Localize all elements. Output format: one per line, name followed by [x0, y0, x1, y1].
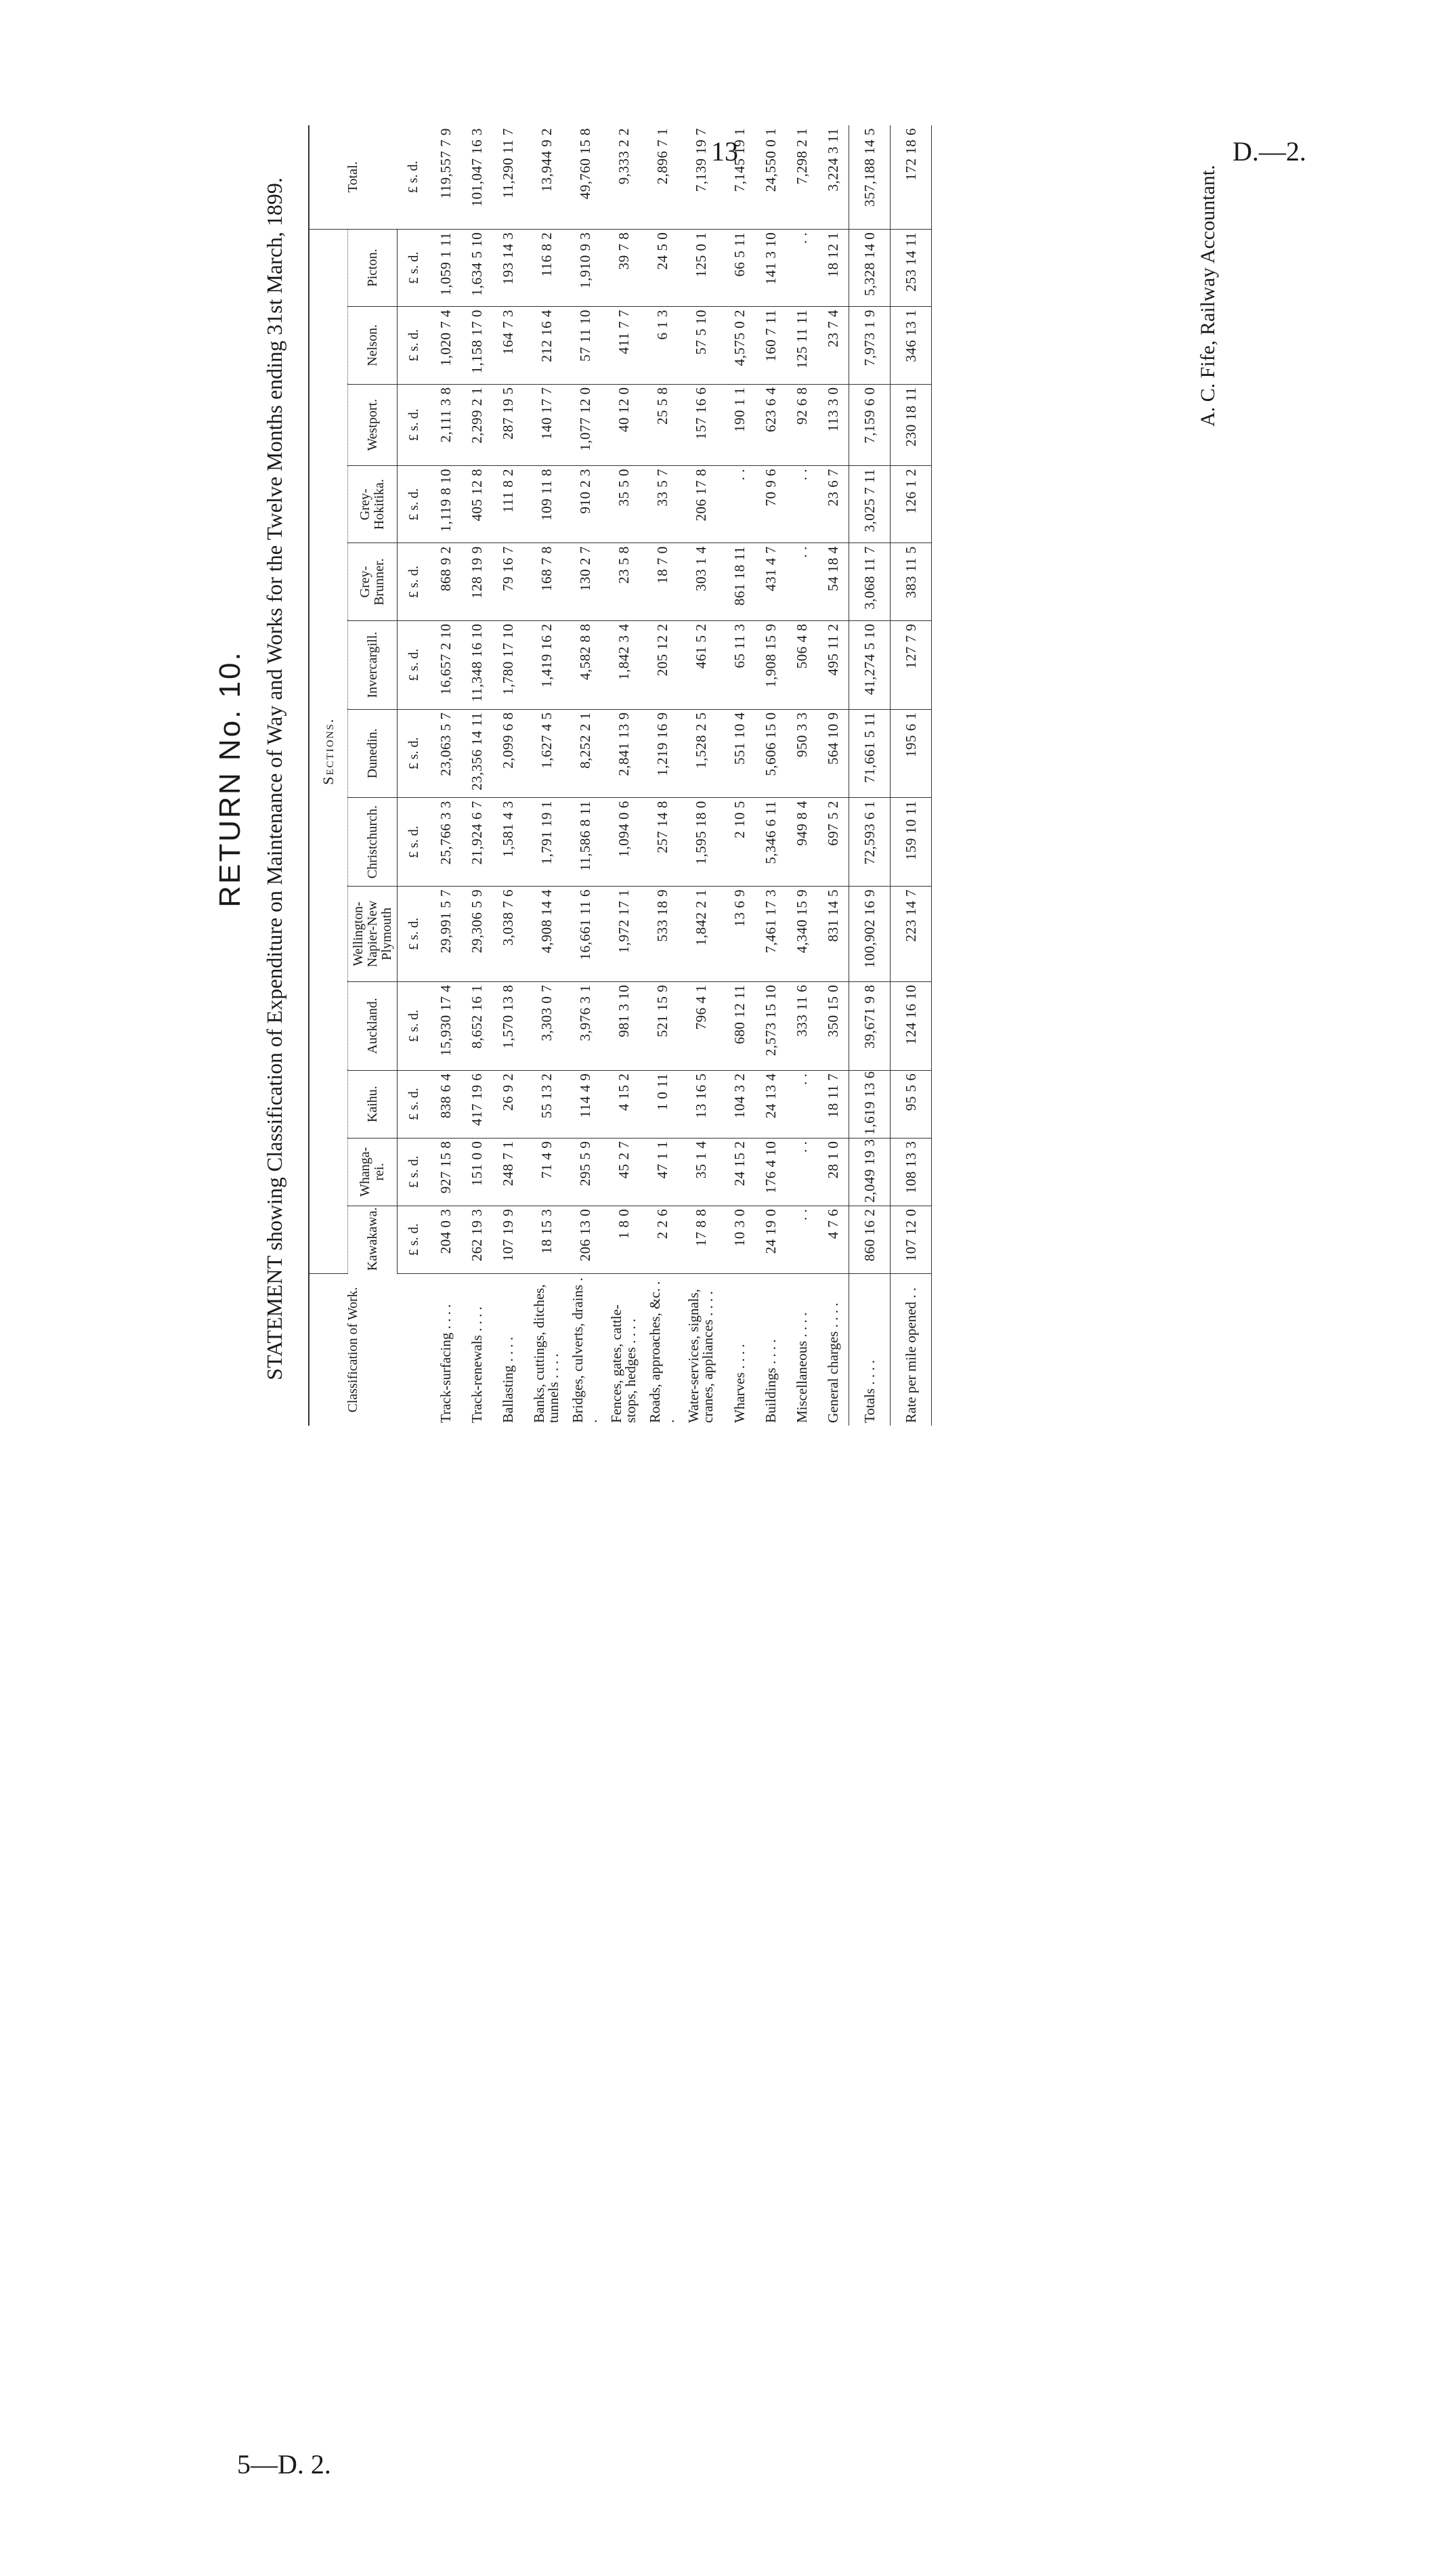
table-cell: 23,063 5 7	[430, 709, 461, 798]
table-cell: 128 19 9	[461, 543, 492, 620]
table-cell: 107 12 0	[891, 1206, 932, 1273]
table-cell: 190 1 1	[724, 384, 755, 466]
units-cell: £ s. d.	[398, 981, 431, 1070]
table-cell: 1,158 17 0	[461, 307, 492, 384]
table-cell: 1,634 5 10	[461, 229, 492, 306]
table-cell: 680 12 11	[724, 981, 755, 1070]
table-cell: 55 13 2	[523, 1070, 570, 1138]
table-cell: 159 10 11	[891, 798, 932, 887]
table-cell: 151 0 0	[461, 1138, 492, 1206]
table-cell: 65 11 3	[724, 620, 755, 709]
table-cell: 697 5 2	[817, 798, 849, 887]
units-cell: £ s. d.	[398, 1138, 431, 1206]
table-cell: 346 13 1	[891, 307, 932, 384]
table-cell: 1,581 4 3	[492, 798, 523, 887]
table-cell: 1,059 1 11	[430, 229, 461, 306]
table-cell: 1,094 0 6	[601, 798, 647, 887]
table-cell: 223 14 7	[891, 886, 932, 981]
table-cell: 70 9 6	[755, 466, 786, 543]
table-row	[492, 125, 523, 1426]
table-cell: 2,841 13 9	[601, 709, 647, 798]
table-cell: 2,896 7 1	[647, 125, 678, 229]
table-cell: 831 14 5	[817, 886, 849, 981]
row-label: Track-renewals . . . .	[468, 1306, 485, 1423]
table-cell: 838 6 4	[430, 1070, 461, 1138]
units-cell: £ s. d.	[398, 1070, 431, 1138]
table-row	[647, 125, 678, 1426]
table-cell: 79 16 7	[492, 543, 523, 620]
return-title: RETURN No. 10.	[213, 650, 247, 908]
column-header: Picton.	[348, 229, 398, 306]
table-cell: 3,303 0 7	[523, 981, 570, 1070]
table-cell: 8,252 2 1	[570, 709, 601, 798]
table-cell: 206 17 8	[678, 466, 724, 543]
table-cell: 141 3 10	[755, 229, 786, 306]
table-cell: . .	[786, 543, 817, 620]
table-cell: 623 6 4	[755, 384, 786, 466]
table-cell: 3,025 7 11	[849, 466, 891, 543]
units-cell: £ s. d.	[398, 1206, 431, 1273]
table-cell: 17 8 8	[678, 1206, 724, 1273]
table-cell: 417 19 6	[461, 1070, 492, 1138]
table-cell: 101,047 16 3	[461, 125, 492, 229]
table-cell: 1,528 2 5	[678, 709, 724, 798]
table-cell: 1,077 12 0	[570, 384, 601, 466]
table-cell: 405 12 8	[461, 466, 492, 543]
table-cell: 7,139 19 7	[678, 125, 724, 229]
table-cell: 3,068 11 7	[849, 543, 891, 620]
table-cell: 11,348 16 10	[461, 620, 492, 709]
units-cell: £ s. d.	[398, 125, 431, 229]
table-cell: 66 5 11	[724, 229, 755, 306]
table-cell: 1,908 15 9	[755, 620, 786, 709]
table-cell: 107 19 9	[492, 1206, 523, 1273]
table-cell: 11,586 8 11	[570, 798, 601, 887]
table-cell: 2 10 5	[724, 798, 755, 887]
table-cell: 3,224 3 11	[817, 125, 849, 229]
table-row	[461, 125, 492, 1426]
table-cell: 39,671 9 8	[849, 981, 891, 1070]
table-cell: 204 0 3	[430, 1206, 461, 1273]
table-cell: 1,627 4 5	[523, 709, 570, 798]
row-label: Roads, approaches, &c. . .	[647, 1281, 677, 1423]
table-cell: 72,593 6 1	[849, 798, 891, 887]
table-cell: 16,657 2 10	[430, 620, 461, 709]
statement-title: STATEMENT showing Classification of Expenditure on Maintenance of Way and Works for the Twelve Months ending 31st March, 1899.	[262, 177, 286, 1380]
table-cell: 24,550 0 1	[755, 125, 786, 229]
table-cell: 29,306 5 9	[461, 886, 492, 981]
table-cell: 495 11 2	[817, 620, 849, 709]
table-cell: 861 18 11	[724, 543, 755, 620]
table-cell: 7,973 1 9	[849, 307, 891, 384]
table-cell: 125 11 11	[786, 307, 817, 384]
column-header: Christchurch.	[348, 798, 398, 887]
units-row	[398, 125, 431, 1426]
table-cell: 333 11 6	[786, 981, 817, 1070]
table-cell: 24 19 0	[755, 1206, 786, 1273]
table-cell: 114 4 9	[570, 1070, 601, 1138]
table-row	[523, 125, 570, 1426]
table-cell: 257 14 8	[647, 798, 678, 887]
column-header: Wellington-Napier-New Plymouth	[348, 886, 398, 981]
table-cell: 35 5 0	[601, 466, 647, 543]
table-row	[817, 125, 849, 1426]
table-cell: . .	[786, 1206, 817, 1273]
table-cell: 13,944 9 2	[523, 125, 570, 229]
table-cell: 4,908 14 4	[523, 886, 570, 981]
units-blank	[398, 1273, 431, 1426]
table-cell: 927 15 8	[430, 1138, 461, 1206]
table-cell: 533 18 9	[647, 886, 678, 981]
table-cell: 18 7 0	[647, 543, 678, 620]
table-cell: 111 8 2	[492, 466, 523, 543]
table-cell: 1,219 16 9	[647, 709, 678, 798]
row-label: Fences, gates, cattle-stops, hedges . . . .	[608, 1304, 639, 1423]
table-cell: 7,159 6 0	[849, 384, 891, 466]
table-cell: 383 11 5	[891, 543, 932, 620]
column-header: Auckland.	[348, 981, 398, 1070]
row-label: Ballasting . . . .	[499, 1336, 516, 1423]
table-cell: 23 7 4	[817, 307, 849, 384]
table-cell: 124 16 10	[891, 981, 932, 1070]
table-cell: 5,606 15 0	[755, 709, 786, 798]
units-cell: £ s. d.	[398, 709, 431, 798]
page-number: 13	[711, 136, 738, 167]
signature: A. C. Fife, Railway Accountant.	[1197, 165, 1219, 427]
table-cell: 4,582 8 8	[570, 620, 601, 709]
units-cell: £ s. d.	[398, 384, 431, 466]
table-row	[891, 125, 932, 1426]
table-cell: 212 16 4	[523, 307, 570, 384]
table-cell: 33 5 7	[647, 466, 678, 543]
table-cell: 2,099 6 8	[492, 709, 523, 798]
table-cell: 57 11 10	[570, 307, 601, 384]
table-cell: 49,760 15 8	[570, 125, 601, 229]
table-cell: . .	[786, 1138, 817, 1206]
table-cell: 357,188 14 5	[849, 125, 891, 229]
row-label: Water-services, signals, cranes, appliances . . . .	[685, 1289, 716, 1423]
table-cell: 248 7 1	[492, 1138, 523, 1206]
table-cell: 130 2 7	[570, 543, 601, 620]
table-cell: 205 12 2	[647, 620, 678, 709]
table-cell: 2,573 15 10	[755, 981, 786, 1070]
table-cell: 113 3 0	[817, 384, 849, 466]
table-cell: 195 6 1	[891, 709, 932, 798]
table-cell: 551 10 4	[724, 709, 755, 798]
table-cell: 164 7 3	[492, 307, 523, 384]
table-cell: 18 11 7	[817, 1070, 849, 1138]
table-cell: 4 7 6	[817, 1206, 849, 1273]
table-cell: 7,145 19 1	[724, 125, 755, 229]
table-cell: 2,049 19 3	[849, 1138, 891, 1206]
table-cell: 860 16 2	[849, 1206, 891, 1273]
table-cell: 176 4 10	[755, 1138, 786, 1206]
column-header: Invercargill.	[348, 620, 398, 709]
column-header-total: Total.	[309, 125, 398, 229]
table-cell: 15,930 17 4	[430, 981, 461, 1070]
table-cell: . .	[786, 466, 817, 543]
table-cell: 5,328 14 0	[849, 229, 891, 306]
table-cell: 45 2 7	[601, 1138, 647, 1206]
table-cell: . .	[724, 466, 755, 543]
units-cell: £ s. d.	[398, 466, 431, 543]
table-cell: 796 4 1	[678, 981, 724, 1070]
table-cell: 140 17 7	[523, 384, 570, 466]
table-cell: 23 6 7	[817, 466, 849, 543]
table-cell: 16,661 11 6	[570, 886, 601, 981]
table-cell: 521 15 9	[647, 981, 678, 1070]
row-label: Miscellaneous . . . .	[793, 1312, 810, 1423]
table-cell: 127 7 9	[891, 620, 932, 709]
table-cell: 109 11 8	[523, 466, 570, 543]
sections-header: Sections.	[309, 229, 348, 1273]
table-cell: 100,902 16 9	[849, 886, 891, 981]
units-cell: £ s. d.	[398, 307, 431, 384]
table-cell: 10 3 0	[724, 1206, 755, 1273]
table-cell: 949 8 4	[786, 798, 817, 887]
table-cell: 2,299 2 1	[461, 384, 492, 466]
table-cell: 1 0 11	[647, 1070, 678, 1138]
table-cell: 21,924 6 7	[461, 798, 492, 887]
table-cell: 287 19 5	[492, 384, 523, 466]
table-cell: 431 4 7	[755, 543, 786, 620]
table-cell: 1,910 9 3	[570, 229, 601, 306]
table-cell: 3,038 7 6	[492, 886, 523, 981]
table-cell: 253 14 11	[891, 229, 932, 306]
table-cell: 23,356 14 11	[461, 709, 492, 798]
table-cell: 461 5 2	[678, 620, 724, 709]
column-header: Westport.	[348, 384, 398, 466]
table-cell: 1,595 18 0	[678, 798, 724, 887]
table-cell: 35 1 4	[678, 1138, 724, 1206]
table-row	[849, 125, 891, 1426]
units-cell: £ s. d.	[398, 620, 431, 709]
row-label: General charges . . . .	[824, 1302, 841, 1423]
table-cell: 168 7 8	[523, 543, 570, 620]
table-cell: 13 16 5	[678, 1070, 724, 1138]
row-label: Totals . . . .	[849, 1273, 891, 1426]
table-cell: 18 15 3	[523, 1206, 570, 1273]
table-cell: 262 19 3	[461, 1206, 492, 1273]
table-cell: 1,780 17 10	[492, 620, 523, 709]
sheet-reference: 5—D. 2.	[237, 2449, 331, 2480]
table-cell: 1 8 0	[601, 1206, 647, 1273]
table-cell: 24 15 2	[724, 1138, 755, 1206]
table-cell: 1,842 2 1	[678, 886, 724, 981]
units-cell: £ s. d.	[398, 229, 431, 306]
table-cell: 6 1 3	[647, 307, 678, 384]
units-cell: £ s. d.	[398, 886, 431, 981]
row-label: Track-surfacing . . . .	[437, 1304, 454, 1423]
column-header: Grey-Brunner.	[348, 543, 398, 620]
table-cell: 981 3 10	[601, 981, 647, 1070]
column-header: Dunedin.	[348, 709, 398, 798]
table-cell: 5,346 6 11	[755, 798, 786, 887]
table-cell: 11,290 11 7	[492, 125, 523, 229]
table-cell: 13 6 9	[724, 886, 755, 981]
table-row	[601, 125, 647, 1426]
table-cell: 125 0 1	[678, 229, 724, 306]
table-cell: 2,111 3 8	[430, 384, 461, 466]
table-cell: 4 15 2	[601, 1070, 647, 1138]
table-cell: 95 5 6	[891, 1070, 932, 1138]
classification-header: Classification of Work.	[309, 1273, 398, 1426]
table-cell: 24 13 4	[755, 1070, 786, 1138]
table-cell: 29,991 5 7	[430, 886, 461, 981]
row-label: Bridges, culverts, drains . .	[570, 1277, 600, 1423]
table-cell: 7,461 17 3	[755, 886, 786, 981]
table-cell: 104 3 2	[724, 1070, 755, 1138]
table-cell: 1,842 3 4	[601, 620, 647, 709]
units-cell: £ s. d.	[398, 543, 431, 620]
row-label: Wharves . . . .	[731, 1344, 748, 1423]
document-reference: D.—2.	[1233, 136, 1306, 167]
table-cell: 4,340 15 9	[786, 886, 817, 981]
table-cell: 868 9 2	[430, 543, 461, 620]
table-cell: 157 16 6	[678, 384, 724, 466]
table-cell: 206 13 0	[570, 1206, 601, 1273]
table-cell: 119,557 7 9	[430, 125, 461, 229]
table-cell: 350 15 0	[817, 981, 849, 1070]
table-cell: 1,419 16 2	[523, 620, 570, 709]
table-cell: 1,972 17 1	[601, 886, 647, 981]
table-row	[678, 125, 724, 1426]
table-cell: 303 1 4	[678, 543, 724, 620]
table-cell: 910 2 3	[570, 466, 601, 543]
table-cell: 8,652 16 1	[461, 981, 492, 1070]
table-cell: 24 5 0	[647, 229, 678, 306]
table-cell: 3,976 3 1	[570, 981, 601, 1070]
table-cell: 116 8 2	[523, 229, 570, 306]
table-row	[724, 125, 755, 1426]
table-cell: 9,333 2 2	[601, 125, 647, 229]
column-header: Kawakawa.	[348, 1206, 398, 1273]
row-label: Buildings . . . .	[762, 1339, 779, 1423]
table-cell: 230 18 11	[891, 384, 932, 466]
row-label: Banks, cuttings, ditches, tunnels . . . .	[531, 1284, 561, 1423]
table-cell: 25 5 8	[647, 384, 678, 466]
table-cell: 41,274 5 10	[849, 620, 891, 709]
table-cell: 126 1 2	[891, 466, 932, 543]
column-header: Whanga-rei.	[348, 1138, 398, 1206]
table-cell: 172 18 6	[891, 125, 932, 229]
table-cell: 39 7 8	[601, 229, 647, 306]
table-row	[786, 125, 817, 1426]
table-cell: 54 18 4	[817, 543, 849, 620]
column-header: Nelson.	[348, 307, 398, 384]
table-cell: 23 5 8	[601, 543, 647, 620]
table-cell: 25,766 3 3	[430, 798, 461, 887]
table-cell: 1,619 13 6	[849, 1070, 891, 1138]
table-cell: 71 4 9	[523, 1138, 570, 1206]
table-cell: 1,570 13 8	[492, 981, 523, 1070]
row-label: Rate per mile opened . .	[891, 1273, 932, 1426]
table-cell: 26 9 2	[492, 1070, 523, 1138]
units-cell: £ s. d.	[398, 798, 431, 887]
table-cell: . .	[786, 1070, 817, 1138]
expenditure-table	[308, 125, 932, 1426]
table-cell: 295 5 9	[570, 1138, 601, 1206]
table-cell: 92 6 8	[786, 384, 817, 466]
table-cell: 506 4 8	[786, 620, 817, 709]
table-row	[755, 125, 786, 1426]
table-cell: 47 1 1	[647, 1138, 678, 1206]
table-cell: 950 3 3	[786, 709, 817, 798]
table-cell: 193 14 3	[492, 229, 523, 306]
table-cell: 1,020 7 4	[430, 307, 461, 384]
table-cell: 18 12 1	[817, 229, 849, 306]
table-cell: 4,575 0 2	[724, 307, 755, 384]
table-cell: 160 7 11	[755, 307, 786, 384]
table-cell: . .	[786, 229, 817, 306]
table-cell: 564 10 9	[817, 709, 849, 798]
table-cell: 7,298 2 1	[786, 125, 817, 229]
table-cell: 2 2 6	[647, 1206, 678, 1273]
table-cell: 1,791 19 1	[523, 798, 570, 887]
table-cell: 40 12 0	[601, 384, 647, 466]
column-header: Kaihu.	[348, 1070, 398, 1138]
table-cell: 57 5 10	[678, 307, 724, 384]
table-row	[430, 125, 461, 1426]
table-cell: 28 1 0	[817, 1138, 849, 1206]
table-cell: 71,661 5 11	[849, 709, 891, 798]
column-header: Grey-Hokitika.	[348, 466, 398, 543]
table-cell: 411 7 7	[601, 307, 647, 384]
table-cell: 108 13 3	[891, 1138, 932, 1206]
rotated-statement	[213, 102, 1297, 1456]
table-cell: 1,119 8 10	[430, 466, 461, 543]
table-row	[570, 125, 601, 1426]
